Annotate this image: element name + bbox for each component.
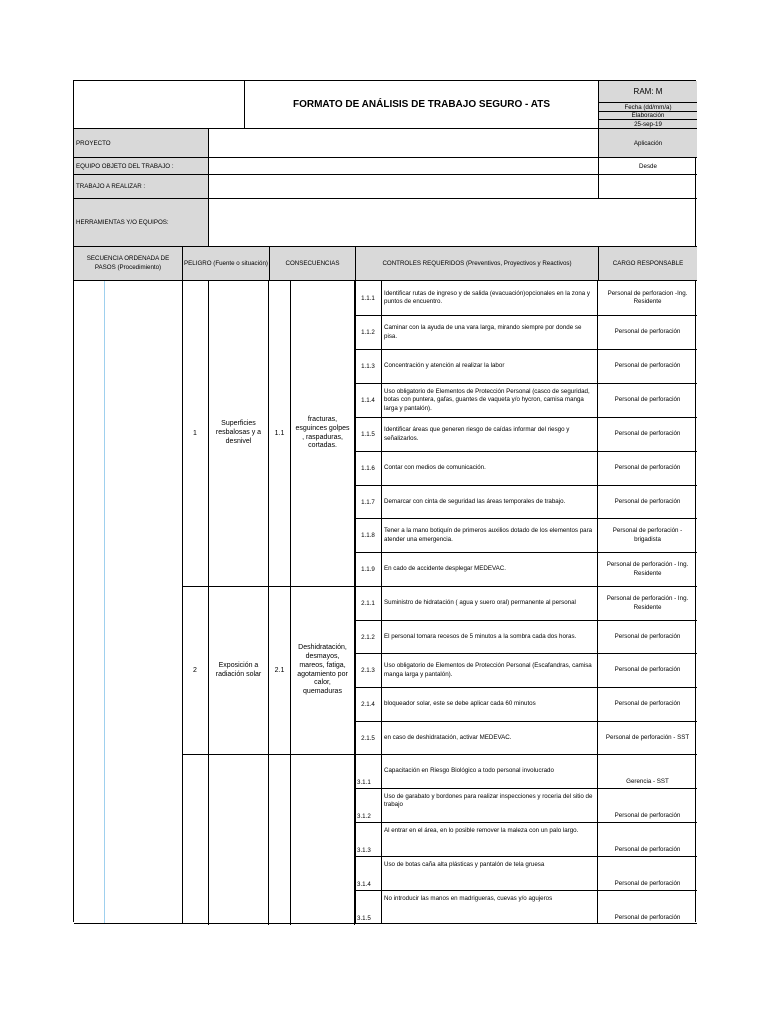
elaboracion-date: 25-sep-19 xyxy=(599,119,697,128)
control-row xyxy=(355,754,697,788)
control-text: Uso obligatorio de Elementos de Protección Personal (casco de seguridad, botas con puntera, gafas, guantes de vaqueta y/o hycron, camisa manga larga y pantalón). xyxy=(382,384,598,417)
control-text: en caso de deshidratación, activar MEDEVAC. xyxy=(382,722,598,754)
hazard-consecuencia xyxy=(291,755,355,925)
form-title: FORMATO DE ANÁLISIS DE TRABAJO SEGURO - ATS xyxy=(292,99,551,110)
hazard-peligro: Superficies resbalosas y a desnivel xyxy=(209,281,269,586)
guide-line xyxy=(104,281,105,924)
control-text: Contar con medios de comunicación. xyxy=(382,452,598,485)
desde-label: Desde xyxy=(598,157,697,174)
control-text: Uso obligatorio de Elementos de Protección Personal (Escafandras, camisa manga larga y pantalón). xyxy=(382,654,598,687)
proyecto-label: PROYECTO xyxy=(74,128,208,157)
control-code: 2.1.2 xyxy=(355,621,382,653)
herramientas-label: HERRAMIENTAS Y/O EQUIPOS: xyxy=(74,198,208,246)
control-resp: Personal de perforación xyxy=(614,913,681,921)
hazard-number: 2 xyxy=(182,587,209,754)
control-resp: Personal de perforación - Ing. Residente xyxy=(606,595,689,611)
herramientas-field[interactable] xyxy=(208,198,697,246)
control-text: Concentración y atención al realizar la labor xyxy=(382,350,598,383)
table-body xyxy=(74,280,697,923)
ats-form xyxy=(73,80,696,922)
control-text: El personal tomara recesos de 5 minutos a la sombra cada dos horas. xyxy=(382,621,598,653)
control-text: En cado de accidente desplegar MEDEVAC. xyxy=(382,553,598,586)
controls-divider xyxy=(355,281,356,924)
control-resp: Personal de perforación xyxy=(614,362,681,370)
control-code: 2.1.3 xyxy=(355,654,382,687)
header-meta xyxy=(598,81,697,128)
control-row xyxy=(355,890,697,924)
control-text: Identificar áreas que generen riesgo de caídas informar del riesgo y señalizarlos. xyxy=(382,418,598,451)
control-text: Capacitación en Riesgo Biológico a todo personal involucrado xyxy=(382,755,598,788)
control-code: 2.1.5 xyxy=(355,722,382,754)
control-code: 1.1.2 xyxy=(355,316,382,349)
control-row xyxy=(355,315,697,349)
control-text: Tener a la mano botiquín de primeros auxilios dotado de los elementos para atender una emergencia. xyxy=(382,519,598,552)
hazard-peligro: Exposición a radiación solar xyxy=(209,587,269,754)
table-bottom-border xyxy=(74,923,697,924)
control-text: Uso de botas caña alta plásticas y pantalón de tela gruesa xyxy=(382,857,598,890)
hazard-code: 1.1 xyxy=(269,281,291,586)
control-code: 1.1.3 xyxy=(355,350,382,383)
control-code: 1.1.7 xyxy=(355,486,382,518)
control-row xyxy=(355,451,697,485)
hazard-code: 2.1 xyxy=(269,587,291,754)
control-row xyxy=(355,721,697,754)
control-code: 3.1.2 xyxy=(355,789,382,822)
hazard-number xyxy=(182,755,209,925)
col-controles: CONTROLES REQUERIDOS (Preventivos, Proyectivos y Reactivos) xyxy=(355,246,598,280)
control-code: 2.1.4 xyxy=(355,688,382,721)
control-code: 3.1.3 xyxy=(355,823,382,856)
control-resp: Personal de perforación xyxy=(614,396,681,404)
hazard-consecuencia: fracturas, esguinces golpes , raspaduras, cortadas. xyxy=(291,281,355,586)
control-resp: Personal de perforación xyxy=(614,464,681,472)
control-resp: Personal de perforación xyxy=(614,430,681,438)
control-row xyxy=(355,856,697,890)
hazard-group-1 xyxy=(182,281,355,586)
control-row xyxy=(355,518,697,552)
control-resp: Personal de perforacion -Ing. Residente xyxy=(607,289,688,305)
hazard-group-2 xyxy=(182,586,355,754)
control-row xyxy=(355,485,697,518)
hazard-peligro xyxy=(209,755,269,925)
control-text: Uso de garabato y bordones para realizar inspecciones y roceria del sitio de trabajo xyxy=(382,789,598,822)
control-text: Suministro de hidratación ( agua y suero oral) permanente al personal xyxy=(382,587,598,620)
equipo-field[interactable] xyxy=(208,157,598,174)
col-peligro: PELIGRO (Fuente o situación) xyxy=(182,246,269,280)
control-text: bloqueador solar, este se debe aplicar cada 60 minutos xyxy=(382,688,598,721)
hazard-consecuencia: Deshidratación, desmayos, mareos, fatiga, agotamiento por calor, quemaduras xyxy=(291,587,355,754)
control-resp: Personal de perforación xyxy=(614,845,681,853)
aplicacion-label: Aplicación xyxy=(598,128,697,157)
control-code: 1.1.1 xyxy=(355,281,382,315)
elaboracion-label: Elaboración xyxy=(599,111,697,119)
fecha-label: Fecha (dd/mm/a) xyxy=(599,102,697,111)
control-code: 3.1.5 xyxy=(355,891,382,924)
equipo-label: EQUIPO OBJETO DEL TRABAJO : xyxy=(74,157,208,174)
control-code: 1.1.8 xyxy=(355,519,382,552)
control-resp: Personal de perforación xyxy=(614,328,681,336)
logo-cell xyxy=(74,81,245,128)
control-resp: Personal de perforación xyxy=(614,497,681,505)
col-cargo: CARGO RESPONSABLE xyxy=(598,246,697,280)
control-resp: Personal de perforación xyxy=(614,879,681,887)
hazard-number: 1 xyxy=(182,281,209,586)
hazard-group-3 xyxy=(182,754,355,924)
ram-label: RAM: M xyxy=(633,87,663,96)
control-row xyxy=(355,417,697,451)
control-row xyxy=(355,822,697,856)
control-row xyxy=(355,552,697,586)
control-text: No introducir las manos en madrigueras, cuevas y/o agujeros xyxy=(382,891,598,924)
control-row xyxy=(355,687,697,721)
control-row xyxy=(355,586,697,620)
control-resp: Personal de perforación - SST xyxy=(605,733,690,741)
control-text: Demarcar con cinta de seguridad las áreas temporales de trabajo. xyxy=(382,486,598,518)
control-code: 1.1.5 xyxy=(355,418,382,451)
control-resp: Personal de perforación xyxy=(614,700,681,708)
control-resp: Gerencia - SST xyxy=(626,777,669,785)
proyecto-field[interactable] xyxy=(208,128,598,157)
control-row xyxy=(355,788,697,822)
control-text: Identificar rutas de ingreso y de salida (evacuación)opcionales en la zona y puntos de encuentro. xyxy=(382,281,598,315)
control-resp: Personal de perforación - Ing. Residente xyxy=(606,561,689,577)
control-code: 1.1.4 xyxy=(355,384,382,417)
control-code: 1.1.6 xyxy=(355,452,382,485)
desde-field[interactable] xyxy=(598,174,697,198)
control-code: 1.1.9 xyxy=(355,553,382,586)
trabajo-field[interactable] xyxy=(208,174,598,198)
control-row xyxy=(355,620,697,653)
trabajo-label: TRABAJO A REALIZAR : xyxy=(74,174,208,198)
control-text: Caminar con la ayuda de una vara larga, mirando siempre por donde se pisa. xyxy=(382,316,598,349)
control-resp: Personal de perforación xyxy=(614,632,681,640)
control-resp: Personal de perforación - brigadista xyxy=(612,527,683,543)
control-resp: Personal de perforación xyxy=(614,811,681,819)
control-resp: Personal de perforación xyxy=(614,666,681,674)
col-secuencia: SECUENCIA ORDENADA DE PASOS (Procedimiento) xyxy=(74,246,182,280)
col-consecuencias: CONSECUENCIAS xyxy=(269,246,355,280)
control-code: 3.1.1 xyxy=(355,755,382,788)
control-row xyxy=(355,383,697,417)
control-code: 2.1.1 xyxy=(355,587,382,620)
control-row xyxy=(355,653,697,687)
control-row xyxy=(355,281,697,315)
hazard-code xyxy=(269,755,291,925)
control-code: 3.1.4 xyxy=(355,857,382,890)
control-text: Al entrar en el área, en lo posible remover la maleza con un palo largo. xyxy=(382,823,598,856)
control-row xyxy=(355,349,697,383)
